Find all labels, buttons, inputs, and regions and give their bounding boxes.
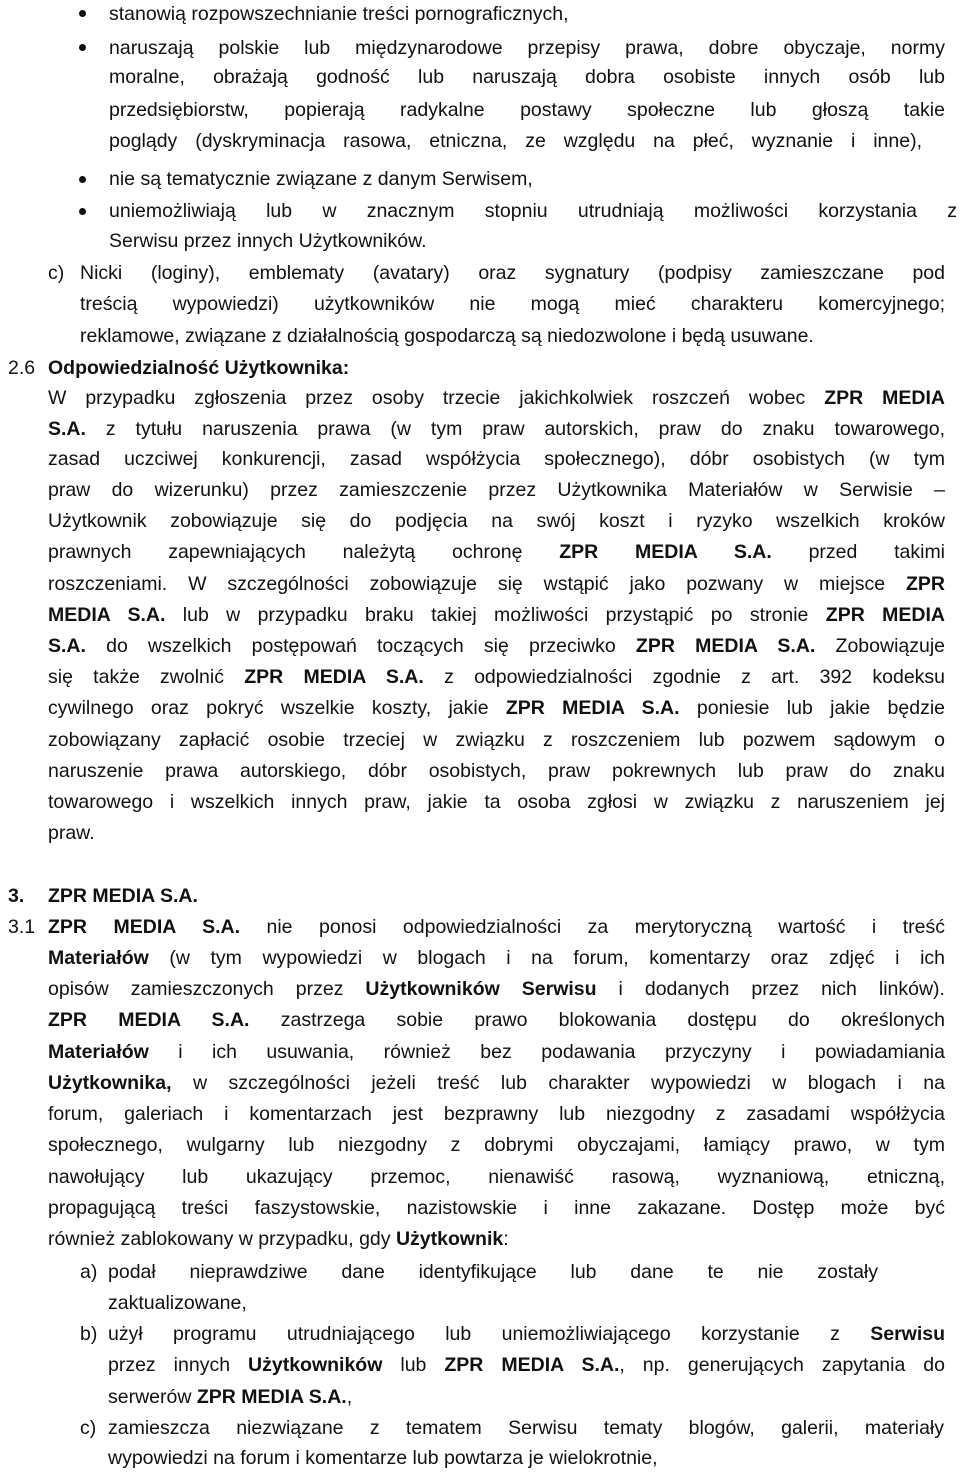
company-name: ZPR — [906, 573, 945, 595]
paragraph-line — [48, 1069, 945, 1097]
list-item-line — [108, 1351, 945, 1379]
section-number: 3.1 — [8, 916, 36, 938]
text-run: użył programu utrudniającego lub uniemożliwiającego korzystanie z — [108, 1323, 840, 1345]
item-line: reklamowe, związane z działalnością gospodarczą są niedozwolone i będą usuwane. — [80, 325, 814, 347]
text-run: z odpowiedzialności zgodnie z art. 392 kodeksu — [444, 666, 945, 688]
text-run: (w tym wypowiedzi w blogach i na forum, komentarzy oraz zdjęć i ich — [169, 947, 945, 969]
text-run: cywilnego oraz pokryć wszelkie koszty, jakie — [48, 697, 489, 719]
text-run: i ich usuwania, również bez podawania przyczyny i powiadamiania — [178, 1041, 945, 1063]
term: Materiałów — [48, 1041, 149, 1063]
paragraph-line — [48, 570, 945, 598]
item-line: treścią wypowiedzi) użytkowników nie mogą mieć charakteru komercyjnego; — [80, 293, 945, 315]
term: Użytkownik — [395, 1228, 504, 1250]
text-run: i dodanych przez nich linków). — [618, 978, 945, 1000]
company-name: ZPR MEDIA S.A. — [559, 541, 772, 563]
bullet-item-line: uniemożliwiają lub w znacznym stopniu utrudniają możliwości korzystania z — [109, 200, 957, 222]
text-run: zastrzega sobie prawo blokowania dostępu do określonych — [280, 1009, 945, 1031]
paragraph-line — [48, 538, 945, 566]
term: Użytkownika, — [48, 1072, 172, 1094]
text-run: się także zwolnić — [48, 666, 224, 688]
text-run: nie ponosi odpowiedzialności za merytoryczną wartość i treść — [266, 916, 945, 938]
paragraph-line — [48, 415, 945, 443]
company-name: S.A. — [48, 418, 86, 440]
paragraph-line — [48, 1225, 509, 1253]
list-item-line: zaktualizowane, — [108, 1292, 247, 1314]
list-item-line — [108, 1320, 945, 1348]
paragraph-line — [48, 913, 945, 941]
text-run: lub — [400, 1354, 427, 1376]
text-run: poniesie lub jakie będzie — [696, 697, 945, 719]
paragraph-line — [48, 1006, 945, 1034]
paragraph-line — [48, 944, 945, 972]
section-heading: Odpowiedzialność Użytkownika: — [48, 357, 350, 379]
list-item-line: podał nieprawdziwe dane identyfikujące lub dane te nie zostały — [108, 1261, 878, 1283]
bullet-item-line: przedsiębiorstw, popierają radykalne postawy społeczne lub głoszą takie — [109, 99, 945, 121]
paragraph-line — [48, 663, 945, 691]
text-run: z tytułu naruszenia prawa (w tym praw autorskich, praw do znaku towarowego, — [105, 418, 945, 440]
text-run: roszczeniami. W szczególności zobowiązuje się wstąpić jako pozwany w miejsce — [48, 573, 886, 595]
company-name: ZPR MEDIA S.A. — [444, 1354, 620, 1376]
text-run: prawnych zapewniających należytą ochronę — [48, 541, 523, 563]
text-run: przed takimi — [808, 541, 945, 563]
list-label: c) — [80, 1417, 97, 1439]
list-item-line: wypowiedzi na forum i komentarze lub powtarza je wielokrotnie, — [108, 1447, 658, 1469]
text-run: W przypadku zgłoszenia przez osoby trzecie jakichkolwiek roszczeń wobec — [48, 387, 806, 409]
term: Materiałów — [48, 947, 149, 969]
company-name: ZPR MEDIA S.A. — [48, 1009, 250, 1031]
bullet-dot-icon — [79, 176, 86, 183]
text-run: , np. generujących zapytania do — [619, 1354, 945, 1376]
paragraph-line: towarowego i wszelkich innych praw, jakie ta osoba zgłosi w związku z naruszeniem jej — [48, 791, 945, 813]
paragraph-line: społecznego, wulgarny lub niezgodny z dobrymi obyczajami, łamiący prawo, w tym — [48, 1134, 945, 1156]
bullet-item-line: poglądy (dyskryminacja rasowa, etniczna, ze względu na płeć, wyznanie i inne), — [109, 130, 922, 152]
text-run: również zablokowany w przypadku, gdy — [48, 1228, 391, 1250]
text-run: Zobowiązuje — [835, 635, 945, 657]
paragraph-line: praw. — [48, 822, 95, 844]
text-run: lub w przypadku braku takiej możliwości przystąpić po stronie — [182, 604, 809, 626]
company-name: ZPR MEDIA S.A. — [196, 1386, 347, 1408]
text-run: serwerów — [108, 1386, 192, 1408]
bullet-item-line: naruszają polskie lub międzynarodowe przepisy prawa, dobre obyczaje, normy — [109, 37, 945, 59]
company-name: S.A. — [48, 635, 86, 657]
company-name: ZPR MEDIA — [825, 604, 945, 626]
list-label: b) — [80, 1323, 98, 1345]
paragraph-line — [48, 601, 945, 629]
paragraph-line: zobowiązany zapłacić osobie trzeciej w związku z roszczeniem lub pozwem sądowym o — [48, 729, 945, 751]
paragraph-line: forum, galeriach i komentarzach jest bezprawny lub niezgodny z zasadami współżycia — [48, 1103, 945, 1125]
paragraph-line: propagującą treści faszystowskie, nazistowskie i inne zakazane. Dostęp może być — [48, 1197, 945, 1219]
term: Użytkowników Serwisu — [365, 978, 597, 1000]
bullet-item-line: Serwisu przez innych Użytkowników. — [109, 230, 427, 252]
company-name: ZPR MEDIA S.A. — [244, 666, 424, 688]
item-line: Nicki (loginy), emblematy (avatary) oraz sygnatury (podpisy zamieszczane pod — [80, 262, 945, 284]
paragraph-line — [48, 632, 945, 660]
term: Użytkowników — [248, 1354, 383, 1376]
company-name: MEDIA S.A. — [48, 604, 166, 626]
term: Serwisu — [870, 1323, 945, 1345]
paragraph-line — [48, 384, 945, 412]
section-number: 2.6 — [8, 357, 36, 379]
paragraph-line: zasad uczciwej konkurencji, zasad współżycia społecznego), dóbr osobistych (w tym — [48, 448, 945, 470]
text-run: , — [346, 1386, 353, 1408]
paragraph-line — [48, 1038, 945, 1066]
list-item-line — [108, 1383, 352, 1411]
bullet-dot-icon — [79, 10, 86, 17]
paragraph-line: praw do wizerunku) przez zamieszczenie przez Użytkownika Materiałów w Serwisie – — [48, 479, 945, 501]
paragraph-line — [48, 975, 945, 1003]
bullet-item: stanowią rozpowszechnianie treści pornograficznych, — [109, 3, 569, 25]
bullet-item: nie są tematycznie związane z danym Serwisem, — [109, 168, 533, 190]
text-run: w szczególności jeżeli treść lub charakter wypowiedzi w blogach i na — [193, 1072, 945, 1094]
company-name: ZPR MEDIA — [824, 387, 945, 409]
text-run: opisów zamieszczonych przez — [48, 978, 344, 1000]
company-name: ZPR MEDIA S.A. — [635, 635, 816, 657]
text-run: : — [503, 1228, 509, 1250]
section-heading: ZPR MEDIA S.A. — [48, 885, 198, 907]
section-number: 3. — [8, 885, 25, 907]
company-name: ZPR MEDIA S.A. — [48, 916, 240, 938]
text-run: do wszelkich postępowań toczących się przeciwko — [106, 635, 616, 657]
paragraph-line: naruszenie prawa autorskiego, dóbr osobistych, praw pokrewnych lub praw do znaku — [48, 760, 945, 782]
paragraph-line: Użytkownik zobowiązuje się do podjęcia na swój koszt i ryzyko wszelkich kroków — [48, 510, 945, 532]
bullet-dot-icon — [79, 208, 86, 215]
paragraph-line — [48, 694, 945, 722]
list-label: a) — [80, 1261, 98, 1283]
paragraph-line: nawołujący lub ukazujący przemoc, nienawiść rasową, wyznaniową, etniczną, — [48, 1166, 945, 1188]
item-label: c) — [48, 262, 65, 284]
list-item-line: zamieszcza niezwiązane z tematem Serwisu tematy blogów, galerii, materiały — [108, 1417, 944, 1439]
company-name: ZPR MEDIA S.A. — [505, 697, 680, 719]
text-run: przez innych — [108, 1354, 231, 1376]
bullet-item-line: moralne, obrażają godność lub naruszają dobra osobiste innych osób lub — [109, 66, 945, 88]
bullet-dot-icon — [79, 44, 86, 51]
